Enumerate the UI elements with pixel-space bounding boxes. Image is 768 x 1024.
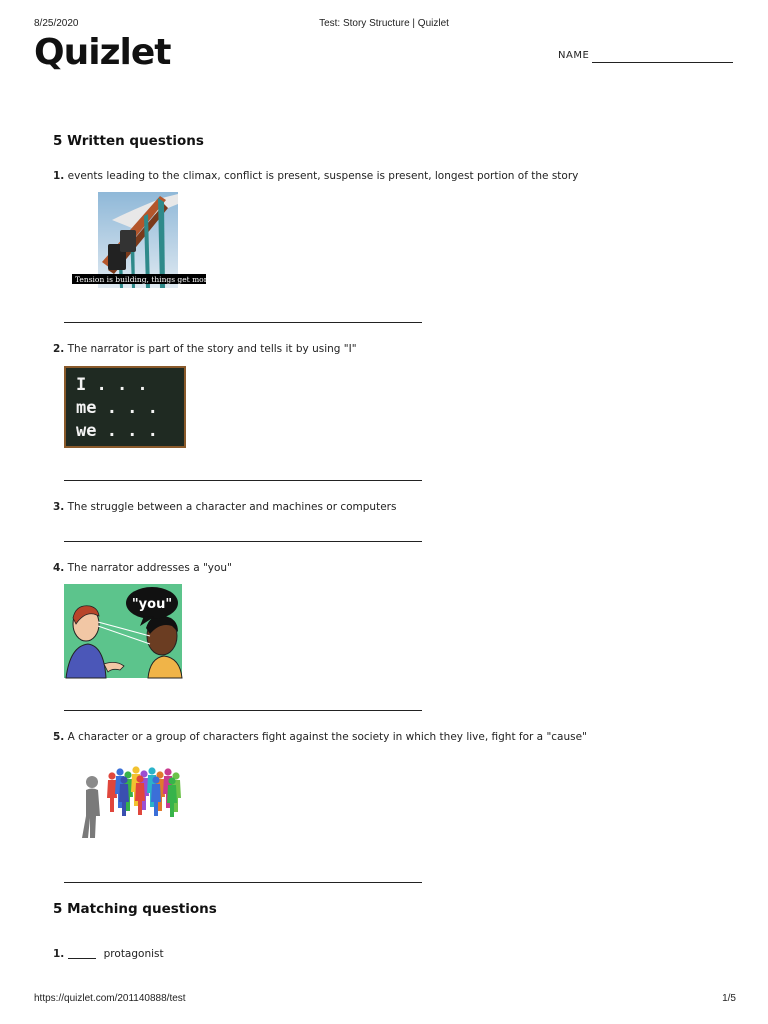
name-field[interactable] (592, 62, 733, 63)
question-number: 1. (53, 170, 65, 182)
matching-item-1 (53, 948, 164, 960)
board-line-2: me . . . (76, 398, 158, 418)
question-5 (53, 731, 587, 743)
answer-line-3[interactable] (64, 541, 422, 542)
matching-term: protagonist (103, 948, 164, 960)
quizlet-logo: Quizlet (34, 32, 171, 73)
question-3 (53, 501, 396, 513)
name-label: NAME (558, 50, 590, 61)
print-date: 8/25/2020 (34, 18, 79, 29)
board-line-3: we . . . (76, 421, 158, 441)
question-text: events leading to the climax, conflict is present, suspense is present, longest portion of the story (67, 170, 579, 182)
image-caption: Tension is building, things get more exciting. (75, 275, 247, 284)
question-text: The narrator addresses a "you" (67, 562, 232, 574)
question-text: A character or a group of characters fight against the society in which they live, fight for a "cause" (67, 731, 587, 743)
matching-blank[interactable] (68, 958, 96, 959)
question-number: 5. (53, 731, 65, 743)
question-number: 3. (53, 501, 65, 513)
page-number: 1/5 (722, 993, 736, 1004)
question-text: The struggle between a character and machines or computers (67, 501, 397, 513)
answer-line-1[interactable] (64, 322, 422, 323)
answer-line-2[interactable] (64, 480, 422, 481)
question-4 (53, 562, 232, 574)
page-url: https://quizlet.com/201140888/test (34, 993, 186, 1004)
matching-number: 1. (53, 948, 65, 960)
print-title: Test: Story Structure | Quizlet (319, 18, 449, 29)
answer-line-5[interactable] (64, 882, 422, 883)
roller-coaster-image (72, 192, 247, 292)
question-text: The narrator is part of the story and tells it by using "I" (67, 343, 357, 355)
question-2 (53, 343, 357, 355)
written-questions-heading: 5 Written questions (53, 133, 204, 149)
individual-vs-society-image (74, 762, 188, 840)
question-1 (53, 170, 578, 182)
question-number: 2. (53, 343, 65, 355)
chalkboard-image (64, 366, 186, 448)
second-person-image (64, 584, 182, 678)
answer-line-4[interactable] (64, 710, 422, 711)
board-line-1: I . . . (76, 375, 148, 395)
question-number: 4. (53, 562, 65, 574)
speech-bubble-text: "you" (131, 597, 173, 612)
matching-questions-heading: 5 Matching questions (53, 901, 217, 917)
